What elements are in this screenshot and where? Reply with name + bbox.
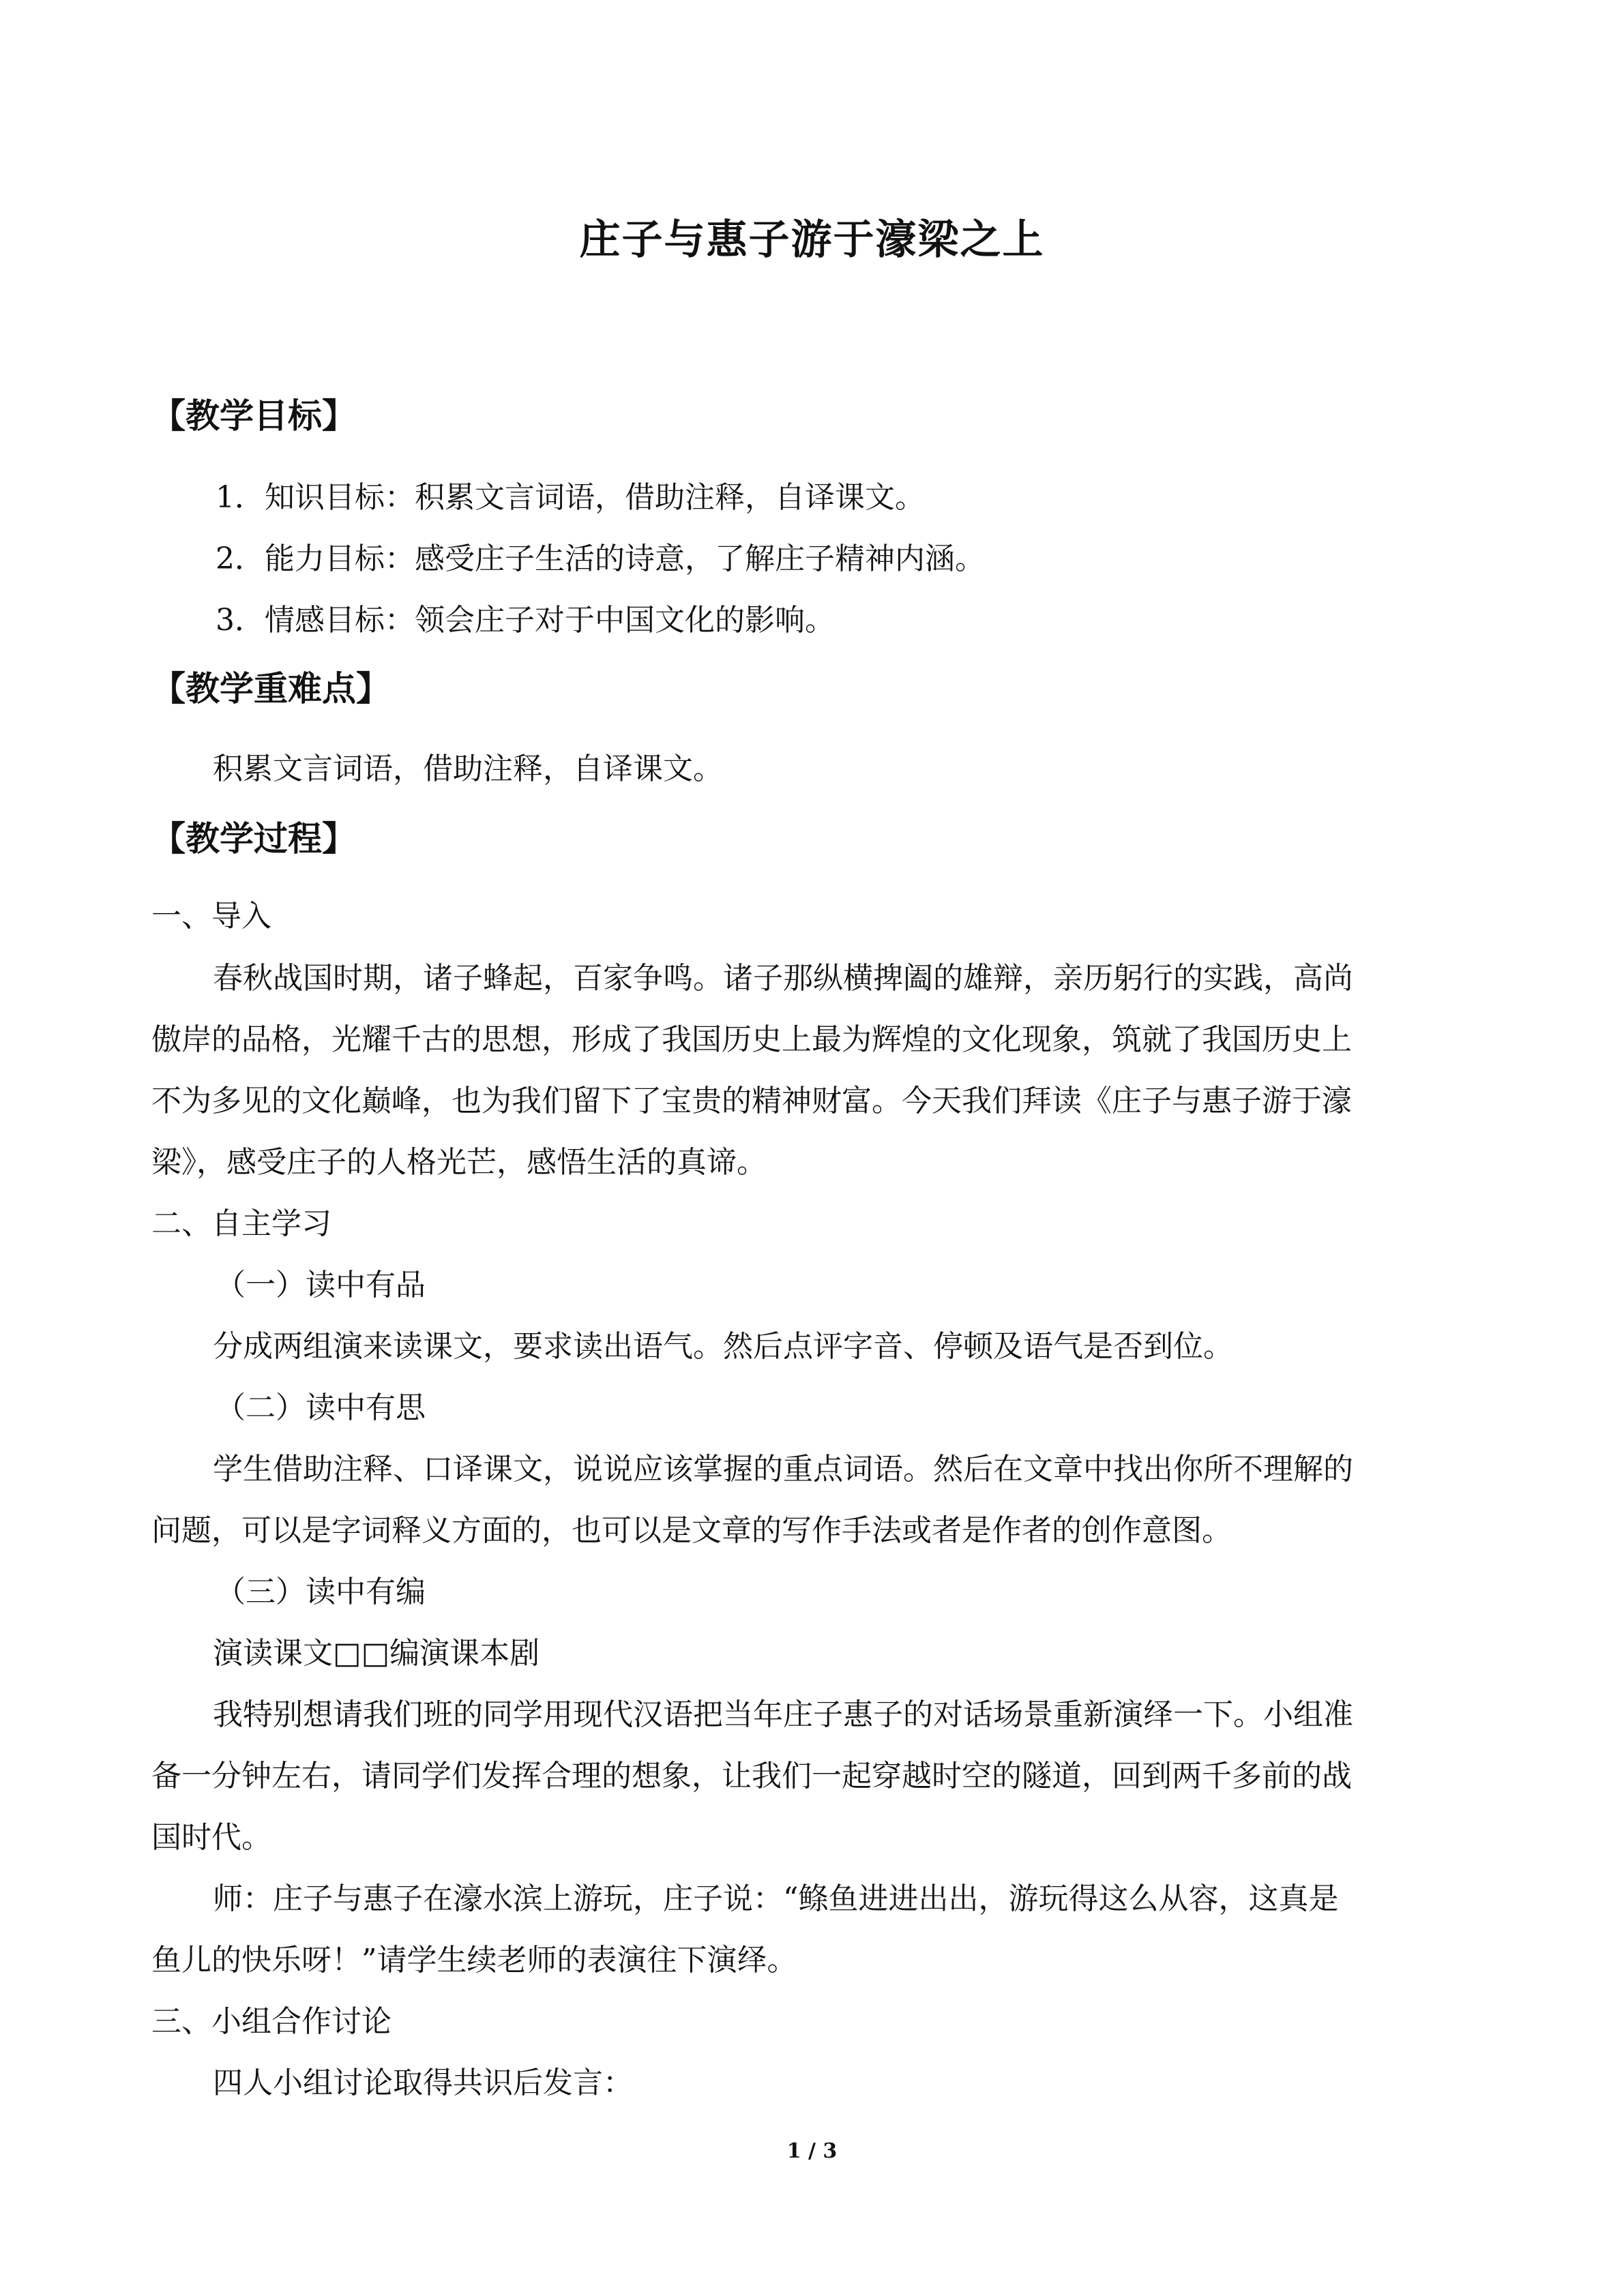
- page-number: 1 / 3: [786, 2139, 838, 2163]
- process-line-15: 备一分钟左右，请同学们发挥合理的想象，让我们一起穿越时空的隧道，回到两千多前的战: [151, 1759, 1352, 1793]
- process-line-17: 师：庄子与惠子在濠水滨上游玩，庄子说：“鲦鱼进进出出，游玩得这么从容，这真是: [213, 1881, 1339, 1916]
- process-line-7: （一）读中有品: [216, 1268, 426, 1302]
- process-line-13: 演读课文□□编演课本剧: [213, 1636, 540, 1671]
- process-line-3: 傲岸的品格，光耀千古的思想，形成了我国历史上最为辉煌的文化现象，筑就了我国历史上: [151, 1022, 1352, 1057]
- process-line-11: 问题，可以是字词释义方面的，也可以是文章的写作手法或者是作者的创作意图。: [151, 1513, 1232, 1548]
- objective-item-3: 3．情感目标：领会庄子对于中国文化的影响。: [216, 603, 835, 638]
- section-heading-key-points: 【教学重难点】: [151, 669, 390, 709]
- process-line-12: （三）读中有编: [216, 1575, 426, 1609]
- process-line-2: 春秋战国时期，诸子蜂起，百家争鸣。诸子那纵横捭阖的雄辩，亲历躬行的实践，高尚: [213, 961, 1353, 996]
- process-line-10: 学生借助注释、口译课文，说说应该掌握的重点词语。然后在文章中找出你所不理解的: [213, 1452, 1353, 1487]
- process-line-20: 四人小组讨论取得共识后发言：: [213, 2066, 633, 2100]
- process-line-14: 我特别想请我们班的同学用现代汉语把当年庄子惠子的对话场景重新演绎一下。小组准: [213, 1697, 1353, 1732]
- process-line-9: （二）读中有思: [216, 1390, 426, 1425]
- process-line-19: 三、小组合作讨论: [151, 2004, 392, 2039]
- process-line-8: 分成两组演来读课文，要求读出语气。然后点评字音、停顿及语气是否到位。: [213, 1329, 1233, 1364]
- process-line-18: 鱼儿的快乐呀！”请学生续老师的表演往下演绎。: [151, 1943, 797, 1978]
- process-line-1: 一、导入: [151, 899, 271, 934]
- process-line-5: 梁》，感受庄子的人格光芒，感悟生活的真谛。: [151, 1145, 767, 1180]
- document-title: 庄子与惠子游于濠梁之上: [579, 216, 1045, 264]
- process-line-6: 二、自主学习: [151, 1206, 331, 1241]
- key-points-text: 积累文言词语，借助注释，自译课文。: [213, 751, 723, 786]
- objective-item-2: 2．能力目标：感受庄子生活的诗意，了解庄子精神内涵。: [216, 541, 985, 576]
- process-line-16: 国时代。: [151, 1820, 271, 1855]
- section-heading-process: 【教学过程】: [151, 819, 356, 859]
- section-heading-objectives: 【教学目标】: [151, 396, 356, 436]
- process-line-4: 不为多见的文化巅峰，也为我们留下了宝贵的精神财富。今天我们拜读《庄子与惠子游于濠: [151, 1084, 1352, 1118]
- objective-item-1: 1．知识目标：积累文言词语，借助注释，自译课文。: [216, 480, 925, 515]
